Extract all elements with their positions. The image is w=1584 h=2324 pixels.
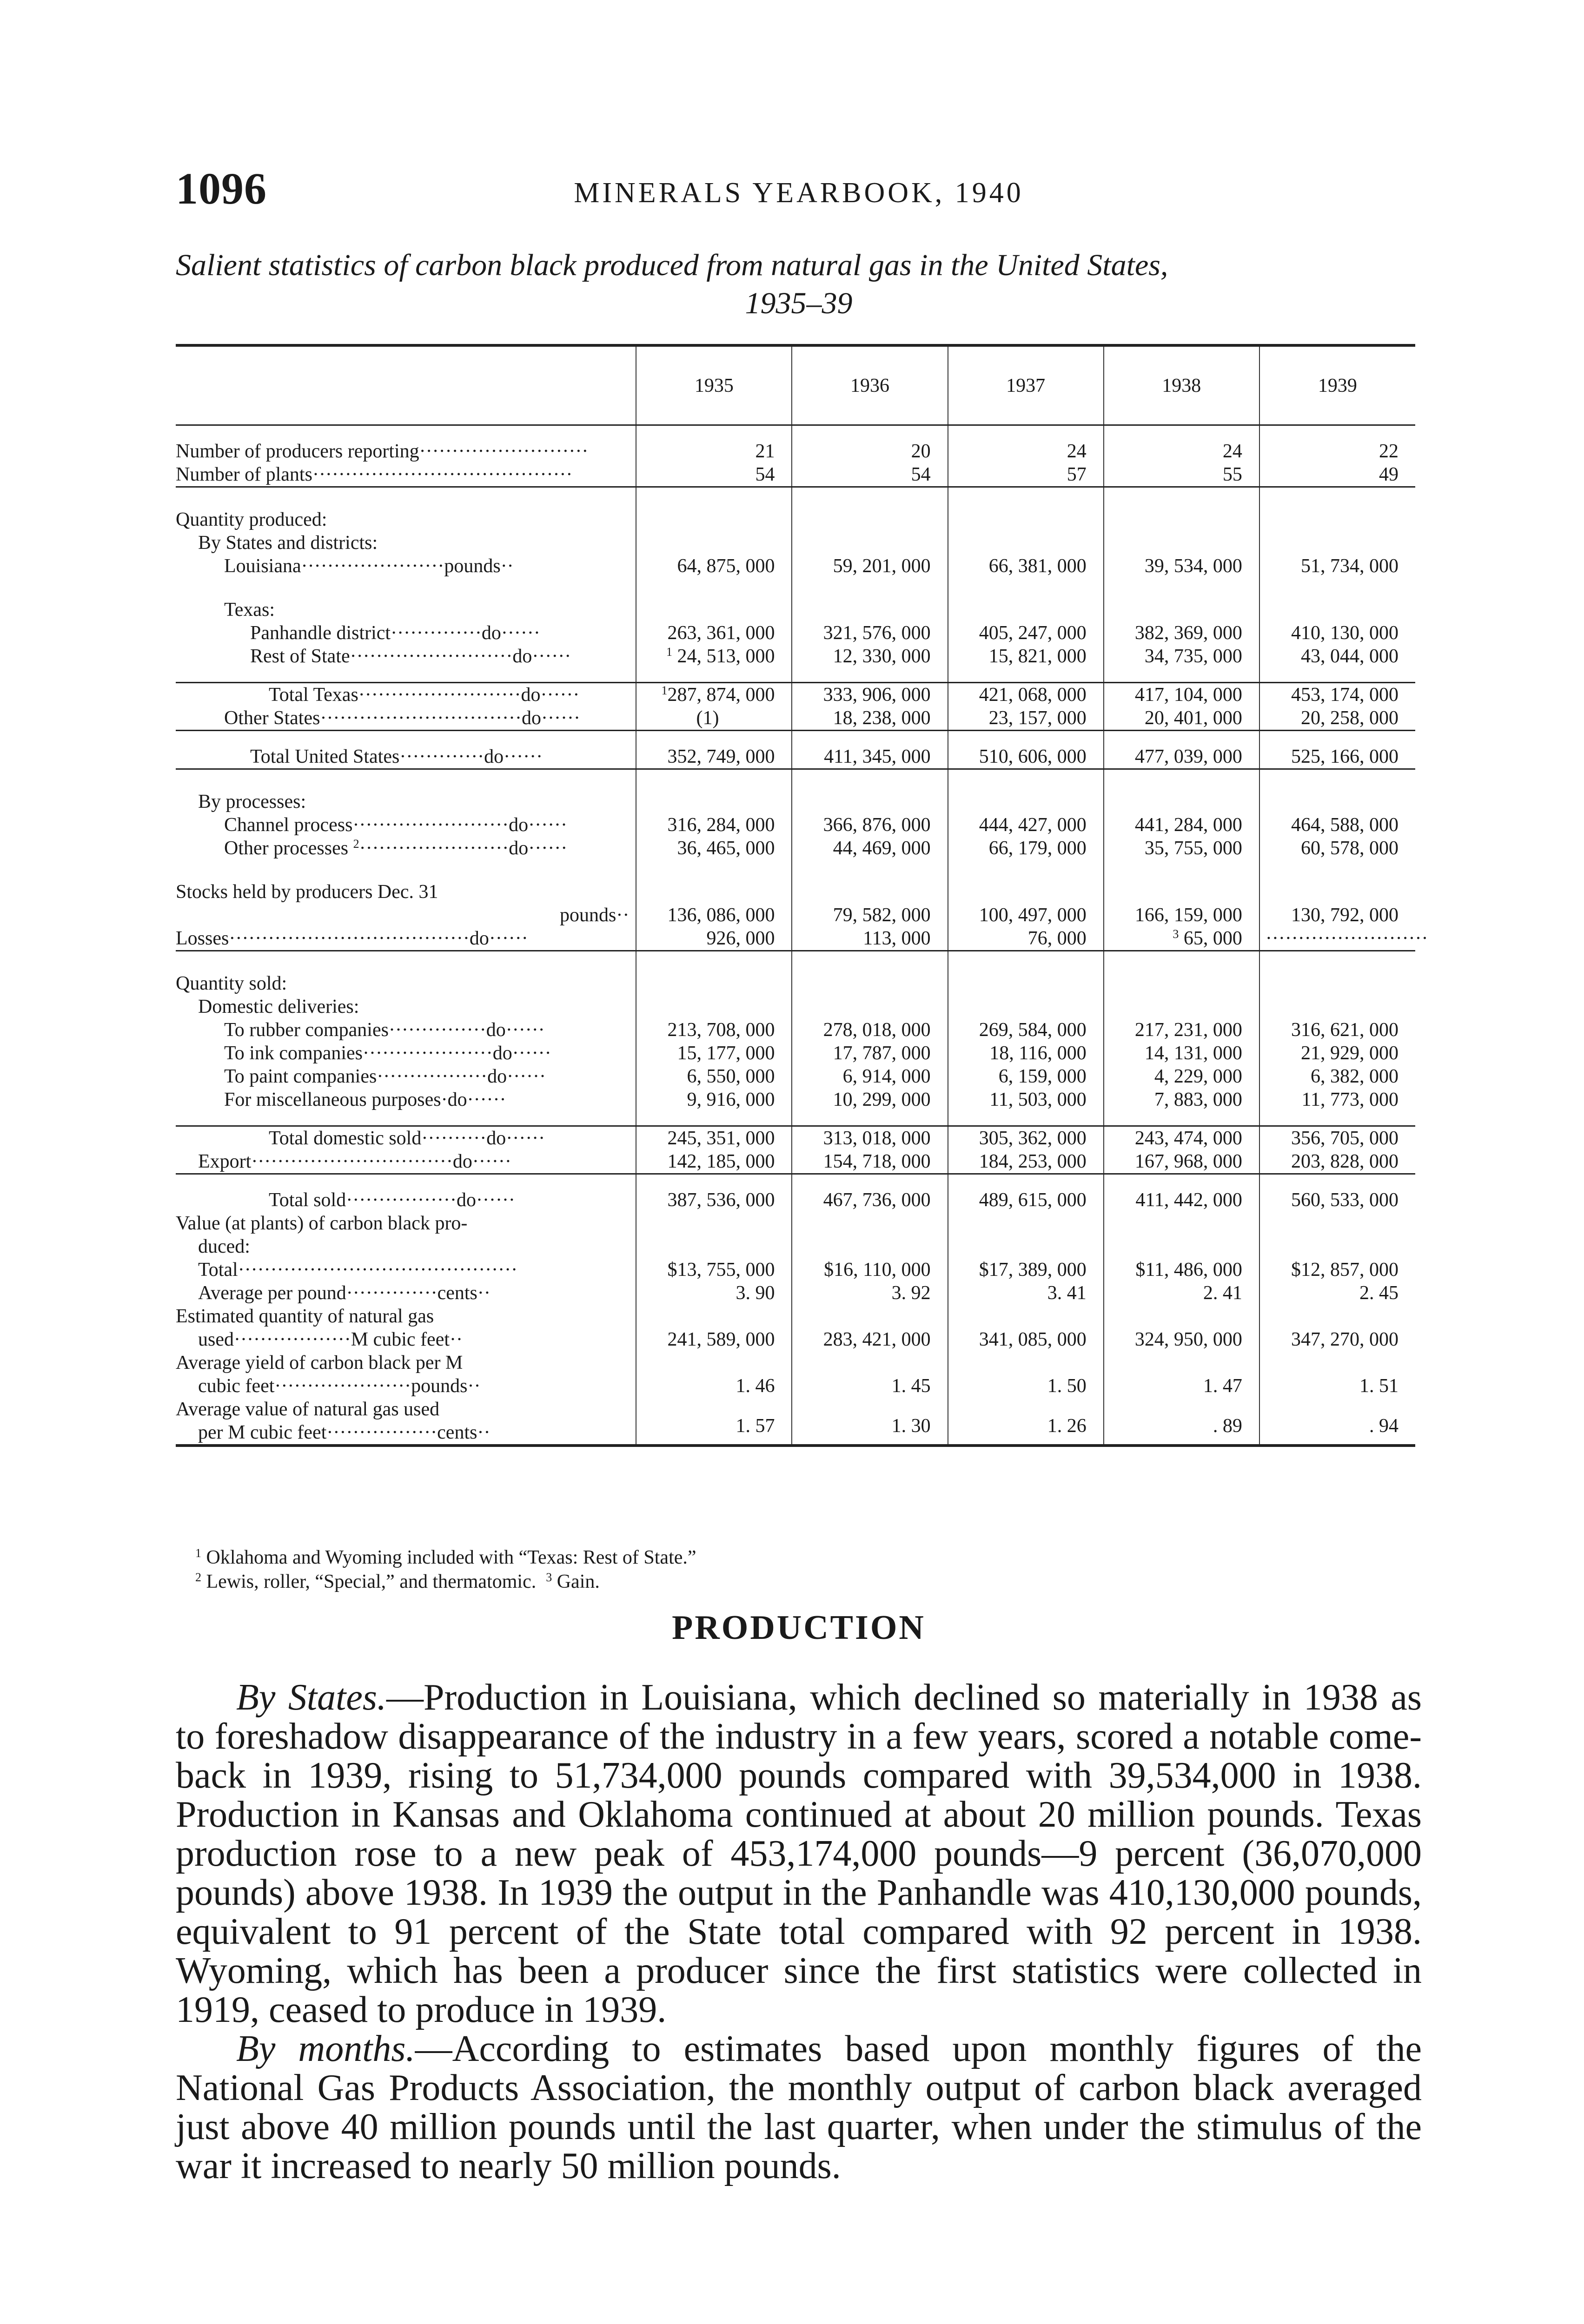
- table-cell: 453, 174, 000: [1291, 684, 1398, 706]
- subsection-label: By States and districts:: [198, 532, 378, 554]
- row-label: For miscellaneous purposes·do······: [224, 1089, 506, 1110]
- table-cell: 21, 929, 000: [1301, 1043, 1398, 1064]
- table-cell: . 89: [1104, 1398, 1259, 1446]
- table-cell: 20, 258, 000: [1301, 707, 1398, 729]
- table-cell: 76, 000: [1027, 928, 1087, 949]
- stub-header: [176, 345, 636, 425]
- table-row: [176, 1398, 1415, 1446]
- table-row: [176, 745, 1415, 769]
- body-text: [176, 1678, 1422, 2185]
- table-cell: 24: [1222, 441, 1242, 462]
- subsection-label: By processes:: [198, 791, 306, 812]
- paragraph-by-states: By States.—Production in Louisiana, which declined so materially in 1938 as to foreshadow disappearance of the industry in a few years, scored a notable come-back in 1939, rising to 51,734,000 pounds compared with 39,534,000 in 1938. Production in Kansas and Oklahoma continued at about 20 million pounds. Texas production rose to a new peak of 453,174,000 pounds—9 percent (36,070,000 pounds) above 1938. In 1939 the output in the Panhandle was 410,130,000 pounds, equivalent to 91 percent of the State total compared with 92 percent in 1938. Wyoming, which has been a producer since the first statistics were collected in 1919, ceased to produce in 1939.: [176, 1677, 1422, 2030]
- row-label: Total sold·················do······: [269, 1189, 515, 1211]
- table-cell: 11, 773, 000: [1301, 1089, 1398, 1110]
- table-cell: 64, 875, 000: [636, 508, 792, 578]
- table-row: [176, 440, 1415, 487]
- table-cell: 15, 177, 000: [677, 1043, 775, 1064]
- table-cell: 54: [755, 464, 775, 485]
- table-cell: 333, 906, 000: [823, 684, 931, 706]
- table-cell: 36, 465, 000: [677, 838, 775, 859]
- table-row: [176, 880, 1415, 951]
- year-header: 1936: [792, 345, 948, 425]
- year-header: 1937: [948, 345, 1104, 425]
- caption-line-1: Salient statistics of carbon black produced from natural gas in the United States,: [176, 248, 1168, 282]
- table-cell: 203, 828, 000: [1291, 1151, 1398, 1172]
- table-cell: 421, 068, 000: [979, 684, 1087, 706]
- footnote: $^1$ Oklahoma and Wyoming included with “Texas: Rest of State.”: [195, 1546, 696, 1568]
- year-header: 1935: [636, 345, 792, 425]
- table-cell: 136, 086, 000: [667, 905, 775, 926]
- row-label: Number of plants········································: [176, 464, 573, 485]
- table-cell: 130, 792, 000: [1291, 905, 1398, 926]
- table-cell: 313, 018, 000: [823, 1128, 931, 1149]
- year-header: 1938: [1104, 345, 1259, 425]
- table-caption: [176, 246, 1422, 323]
- table-cell: 10, 299, 000: [833, 1089, 931, 1110]
- table-cell: 489, 615, 000: [948, 1188, 1104, 1212]
- table-cell: . 94: [1259, 1398, 1415, 1446]
- row-label: Panhandle district··············do······: [250, 622, 540, 644]
- table-cell: 1. 50: [948, 1351, 1104, 1398]
- table-cell: 184, 253, 000: [979, 1151, 1087, 1172]
- row-label: cubic feet·····················pounds··: [198, 1375, 481, 1397]
- table-cell: 213, 708, 000: [667, 1019, 775, 1041]
- table-cell: 1. 45: [792, 1351, 948, 1398]
- paragraph-by-months: By months.—According to estimates based upon monthly figures of the National Gas Products Association, the monthly output of carbon black averaged just above 40 million pounds until the last quarter, when under the stimulus of the war it increased to nearly 50 million pounds.: [176, 2028, 1422, 2186]
- table-cell: 287, 874, 000: [667, 684, 775, 706]
- row-label: used··················M cubic feet··: [198, 1329, 463, 1350]
- table-cell: 283, 421, 000: [792, 1305, 948, 1351]
- empty-cell: ·························: [1265, 928, 1428, 949]
- table-cell: 55: [1222, 464, 1242, 485]
- subsection-label: Texas:: [224, 599, 275, 621]
- table-cell: 405, 247, 000: [979, 622, 1087, 644]
- table-cell: $11, 486, 000: [1135, 1259, 1242, 1281]
- table-cell: 43, 044, 000: [1301, 646, 1398, 667]
- table-row: [176, 1212, 1415, 1305]
- table-cell: 6, 159, 000: [998, 1066, 1087, 1087]
- table-cell: 525, 166, 000: [1259, 745, 1415, 769]
- table-cell: 263, 361, 000: [667, 622, 775, 644]
- table-cell: 65, 000: [1183, 928, 1242, 949]
- table-row: [176, 1305, 1415, 1351]
- table-cell: 316, 284, 000: [667, 814, 775, 836]
- table-cell: 1. 46: [636, 1351, 792, 1398]
- table-cell: 14, 131, 000: [1144, 1043, 1242, 1064]
- page-number: 1096: [176, 164, 267, 213]
- section-label: Value (at plants) of carbon black pro-: [176, 1213, 468, 1234]
- table-cell: 352, 749, 000: [636, 745, 792, 769]
- row-label: Louisiana······················pounds··: [224, 555, 514, 577]
- table-cell: 2. 41: [1203, 1282, 1242, 1304]
- table-cell: 6, 914, 000: [842, 1066, 931, 1087]
- running-head: MINERALS YEARBOOK, 1940: [574, 177, 1024, 209]
- table-cell: 3. 90: [736, 1282, 775, 1304]
- table-cell: 347, 270, 000: [1259, 1305, 1415, 1351]
- table-cell: 417, 104, 000: [1134, 684, 1242, 706]
- row-label: Other processes $^2$·······················do······: [224, 837, 568, 859]
- footnote: $^2$ Lewis, roller, “Special,” and thermatomic. $^3$ Gain.: [195, 1571, 600, 1592]
- table-row: [176, 683, 1415, 731]
- table-cell: 59, 201, 000: [792, 508, 948, 578]
- row-label: Rest of State·························do······: [250, 646, 571, 667]
- table-cell: 441, 284, 000: [1134, 814, 1242, 836]
- table-cell: 79, 582, 000: [833, 905, 931, 926]
- row-label: Other States·······························do······: [224, 707, 580, 729]
- row-label: Estimated quantity of natural gas: [176, 1306, 434, 1327]
- table-cell: 243, 474, 000: [1134, 1128, 1242, 1149]
- table-cell: 241, 589, 000: [636, 1305, 792, 1351]
- table-cell: 15, 821, 000: [988, 646, 1087, 667]
- table-cell: 12, 330, 000: [833, 646, 931, 667]
- table-cell: 49: [1379, 464, 1398, 485]
- row-label: Average per pound··············cents··: [198, 1282, 490, 1304]
- row-label: Losses·····································do······: [176, 928, 528, 949]
- table-cell: 6, 382, 000: [1311, 1066, 1398, 1087]
- subsection-label: Domestic deliveries:: [198, 996, 359, 1017]
- table-cell: 1. 57: [636, 1398, 792, 1446]
- row-label: Average value of natural gas used: [176, 1399, 440, 1420]
- table-cell: 1. 30: [792, 1398, 948, 1446]
- table-cell: 926, 000: [706, 928, 775, 949]
- table-cell: 167, 968, 000: [1134, 1151, 1242, 1172]
- year-header: 1939: [1259, 345, 1415, 425]
- table-cell: 113, 000: [863, 928, 931, 949]
- table-cell: 100, 497, 000: [979, 905, 1087, 926]
- table-cell: (1): [696, 707, 719, 729]
- caption-line-2: 1935–39: [745, 286, 853, 320]
- section-label: duced:: [198, 1236, 250, 1257]
- table-cell: 17, 787, 000: [833, 1043, 931, 1064]
- table-cell: 66, 381, 000: [948, 508, 1104, 578]
- table-cell: 54: [911, 464, 931, 485]
- table-cell: 560, 533, 000: [1259, 1188, 1415, 1212]
- table-cell: 510, 606, 000: [948, 745, 1104, 769]
- row-label: Export·······························do······: [198, 1151, 511, 1172]
- table-cell: 20, 401, 000: [1144, 707, 1242, 729]
- table-cell: 23, 157, 000: [988, 707, 1087, 729]
- table-cell: 341, 085, 000: [948, 1305, 1104, 1351]
- table-cell: 18, 116, 000: [989, 1043, 1087, 1064]
- table-cell: 166, 159, 000: [1134, 905, 1242, 926]
- row-label: Stocks held by producers Dec. 31: [176, 881, 438, 903]
- table-cell: 356, 705, 000: [1291, 1128, 1398, 1149]
- table-cell: 6, 550, 000: [687, 1066, 775, 1087]
- table-cell: 57: [1067, 464, 1087, 485]
- table-cell: 18, 238, 000: [833, 707, 931, 729]
- table-cell: 34, 735, 000: [1144, 646, 1242, 667]
- table-cell: 278, 018, 000: [823, 1019, 931, 1041]
- footnote-ref: 1: [666, 645, 672, 659]
- section-label: Quantity sold:: [176, 973, 287, 994]
- table-cell: $13, 755, 000: [667, 1259, 775, 1281]
- table-cell: 35, 755, 000: [1144, 838, 1242, 859]
- table-cell: 21: [755, 441, 775, 462]
- table-cell: 44, 469, 000: [833, 838, 931, 859]
- table-cell: 269, 584, 000: [979, 1019, 1087, 1041]
- table-cell: 1. 47: [1104, 1351, 1259, 1398]
- table-cell: 467, 736, 000: [792, 1188, 948, 1212]
- table-cell: 39, 534, 000: [1104, 508, 1259, 578]
- table-cell: 3. 41: [1047, 1282, 1087, 1304]
- table-cell: 154, 718, 000: [823, 1151, 931, 1172]
- row-label: Total United States·············do······: [250, 746, 543, 767]
- salient-statistics-table: [176, 344, 1428, 1447]
- table-cell: 316, 621, 000: [1291, 1019, 1398, 1041]
- table-cell: 387, 536, 000: [636, 1188, 792, 1212]
- table-cell: 324, 950, 000: [1104, 1305, 1259, 1351]
- table-cell: 60, 578, 000: [1301, 838, 1398, 859]
- table-cell: 66, 179, 000: [988, 838, 1087, 859]
- row-label: To ink companies····················do······: [224, 1043, 551, 1064]
- table-cell: 410, 130, 000: [1291, 622, 1398, 644]
- row-label: Channel process························do······: [224, 814, 568, 836]
- table-cell: 217, 231, 000: [1134, 1019, 1242, 1041]
- row-label: To rubber companies···············do······: [224, 1019, 545, 1041]
- footnotes: [195, 1545, 1404, 1594]
- row-label: To paint companies·················do······: [224, 1066, 546, 1087]
- row-unit: pounds··: [560, 905, 630, 926]
- table-cell: $16, 110, 000: [824, 1259, 931, 1281]
- table-cell: 7, 883, 000: [1154, 1089, 1242, 1110]
- table-cell: 4, 229, 000: [1154, 1066, 1242, 1087]
- table-cell: 1. 51: [1259, 1351, 1415, 1398]
- page-header: [176, 163, 1422, 214]
- table-row: [176, 1188, 1415, 1212]
- table-row: [176, 1126, 1415, 1174]
- table-row: [176, 598, 1415, 668]
- footnote-ref: 3: [1173, 927, 1179, 941]
- table-cell: 9, 916, 000: [687, 1089, 775, 1110]
- table-cell: 3. 92: [891, 1282, 931, 1304]
- table-row: [176, 508, 1415, 578]
- table-header-row: [176, 345, 1415, 425]
- row-label: Total Texas·························do······: [269, 684, 580, 706]
- section-label: Quantity produced:: [176, 509, 327, 530]
- table-row: [176, 1351, 1415, 1398]
- table-row: [176, 790, 1415, 860]
- row-label: per M cubic feet·················cents··: [198, 1422, 490, 1443]
- table-row: [176, 972, 1415, 1111]
- table-cell: 2. 45: [1359, 1282, 1398, 1304]
- row-label: Total···········································: [198, 1259, 518, 1281]
- table-cell: 305, 362, 000: [979, 1128, 1087, 1149]
- table-cell: 1. 26: [948, 1398, 1104, 1446]
- row-label: Number of producers reporting··························: [176, 441, 589, 462]
- table-cell: 11, 503, 000: [989, 1089, 1087, 1110]
- row-label: Total domestic sold··········do······: [269, 1128, 545, 1149]
- row-label: Average yield of carbon black per M: [176, 1352, 463, 1373]
- section-title: PRODUCTION: [672, 1609, 926, 1647]
- table-cell: 444, 427, 000: [979, 814, 1087, 836]
- table-cell: 22: [1379, 441, 1398, 462]
- table-cell: 366, 876, 000: [823, 814, 931, 836]
- table-cell: $17, 389, 000: [979, 1259, 1087, 1281]
- table-cell: 20: [911, 441, 931, 462]
- table-cell: 411, 442, 000: [1104, 1188, 1259, 1212]
- footnote-ref: 2: [353, 837, 359, 851]
- table-cell: 142, 185, 000: [667, 1151, 775, 1172]
- table-cell: 477, 039, 000: [1104, 745, 1259, 769]
- footnote-ref: 1: [661, 684, 668, 697]
- table-cell: 24: [1067, 441, 1087, 462]
- table-cell: 411, 345, 000: [792, 745, 948, 769]
- table-cell: 24, 513, 000: [677, 646, 775, 667]
- table-cell: 464, 588, 000: [1291, 814, 1398, 836]
- table-cell: 51, 734, 000: [1259, 508, 1415, 578]
- table-cell: 382, 369, 000: [1134, 622, 1242, 644]
- table-cell: 321, 576, 000: [823, 622, 931, 644]
- table-cell: 245, 351, 000: [667, 1128, 775, 1149]
- table-cell: $12, 857, 000: [1291, 1259, 1398, 1281]
